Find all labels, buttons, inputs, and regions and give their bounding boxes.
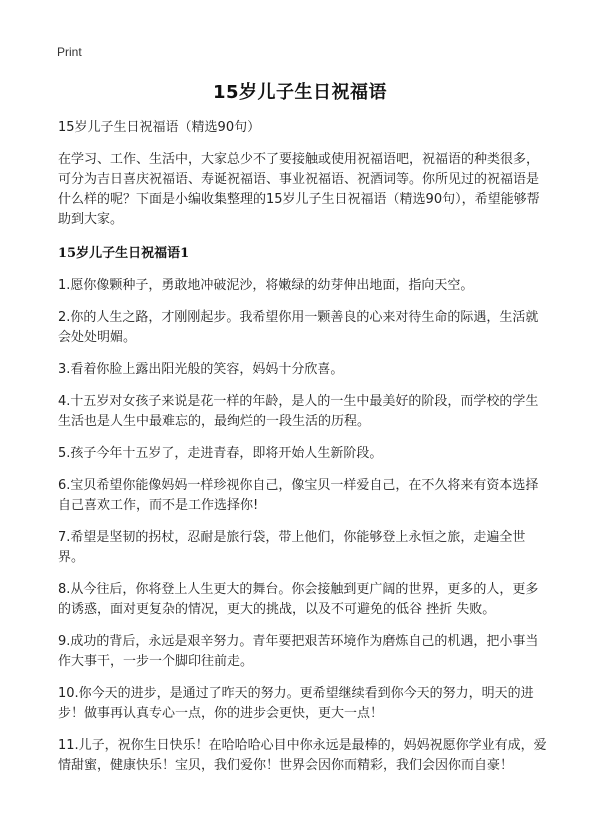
list-item: 5.孩子今年十五岁了，走进青春，即将开始人生新阶段。	[58, 446, 383, 461]
document-subtitle: 15岁儿子生日祝福语（精选90句）	[58, 120, 261, 135]
list-item: 4.十五岁对女孩子来说是花一样的年龄，是人的一生中最美好的阶段，而学校的学生生活也是人生中最难忘的，最绚烂的一段生活的历程。	[58, 394, 539, 429]
list-item: 3.看着你脸上露出阳光般的笑容，妈妈十分欣喜。	[58, 362, 344, 377]
list-item: 7.希望是坚韧的拐杖，忍耐是旅行袋，带上他们，你能够登上永恒之旅，走遍全世界。	[58, 530, 526, 565]
list-item: 9.成功的背后，永远是艰辛努力。青年要把艰苦环境作为磨炼自己的机遇，把小事当作大事干，一步一个脚印往前走。	[58, 634, 539, 669]
document-body	[58, 118, 550, 788]
document-title: 15岁儿子生日祝福语	[212, 82, 388, 103]
list-item: 6.宝贝希望你能像妈妈一样珍视你自己，像宝贝一样爱自己，在不久将来有资本选择自己喜欢工作，而不是工作选择你!	[58, 478, 539, 513]
section-heading: 15岁儿子生日祝福语1	[58, 246, 190, 261]
list-item: 2.你的人生之路，才刚刚起步。我希望你用一颗善良的心来对待生命的际遇，生活就会处处明媚。	[58, 310, 539, 345]
list-item: 8.从今往后，你将登上人生更大的舞台。你会接触到更广阔的世界，更多的人，更多的诱惑，面对更复杂的情况，更大的挑战，以及不可避免的低谷 挫折 失败。	[58, 582, 539, 617]
list-item: 11.儿子，祝你生日快乐！在哈哈哈心目中你永远是最棒的，妈妈祝愿你学业有成，爱情甜蜜，健康快乐！宝贝，我们爱你！世界会因你而精彩，我们会因你而自豪！	[58, 738, 547, 773]
intro-paragraph: 在学习、工作、生活中，大家总少不了要接触或使用祝福语吧，祝福语的种类很多，可分为吉日喜庆祝福语、寿诞祝福语、事业祝福语、祝酒词等。你所见过的祝福语是什么样的呢？下面是小编收集整理的15岁儿子生日祝福语（精选90句），希望能够帮助到大家。	[58, 152, 540, 227]
print-link[interactable]: Print	[57, 45, 82, 59]
list-item: 10.你今天的进步，是通过了昨天的努力。更希望继续看到你今天的努力，明天的进步！做事再认真专心一点，你的进步会更快，更大一点！	[58, 686, 534, 721]
list-item: 1.愿你像颗种子，勇敢地冲破泥沙，将嫩绿的幼芽伸出地面，指向天空。	[58, 278, 474, 293]
